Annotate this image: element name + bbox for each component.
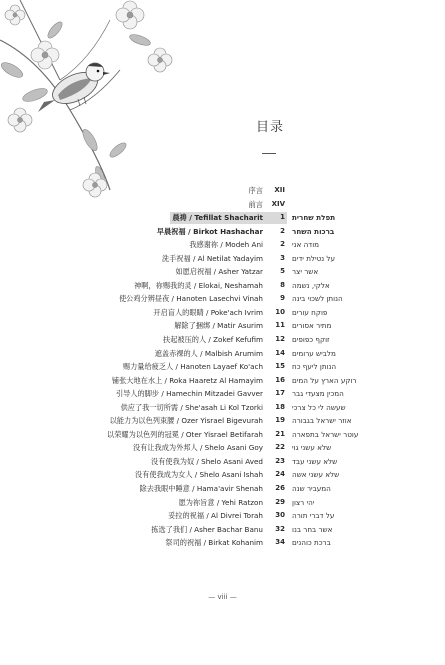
- toc-hebrew-title: ברכות השחר: [292, 226, 335, 236]
- toc-page-number: 17: [275, 389, 285, 398]
- toc-row[interactable]: [0, 361, 445, 375]
- toc-entry-title: 赐力量给疲乏人 / Hanoten Layaef Ko'ach: [122, 362, 263, 372]
- toc-hebrew-title: יהי רצון: [292, 497, 315, 507]
- toc-page-number: 24: [275, 470, 285, 479]
- toc-row[interactable]: [0, 429, 445, 443]
- toc-entry-title: 引导人的脚步 / Hamechin Mitzadei Gavver: [115, 389, 263, 399]
- page-title: 目录: [255, 120, 284, 135]
- toc-hebrew-title: מלביש ערומים: [292, 348, 336, 358]
- toc-page-number: 18: [275, 402, 285, 411]
- toc-row[interactable]: [0, 524, 445, 538]
- toc-hebrew-title: הנותן ליעף כח: [292, 362, 337, 372]
- toc-row[interactable]: [0, 497, 445, 511]
- toc-hebrew-title: על דברי תורה: [292, 511, 335, 521]
- toc-entry-title: 如愿启祝福 / Asher Yatzar: [175, 267, 263, 277]
- toc-entry-title: 开启盲人的眼睛 / Poke'ach Ivrim: [153, 307, 263, 317]
- toc-page-number: 15: [275, 362, 285, 371]
- toc-row[interactable]: [0, 402, 445, 416]
- floral-bird-illustration: [0, 0, 200, 200]
- toc-row[interactable]: [0, 334, 445, 348]
- toc-entry-title: 神啊，祢赐我的灵 / Elokai, Neshamah: [134, 280, 263, 290]
- toc-hebrew-title: תפלת שחרית: [292, 213, 336, 223]
- toc-row[interactable]: [0, 442, 445, 456]
- toc-page-number: XIV: [271, 199, 285, 208]
- toc-row[interactable]: [0, 456, 445, 470]
- toc-entry-title: 早晨祝福 / Birkot Hashachar: [156, 226, 263, 236]
- toc-page-number: 14: [275, 348, 285, 357]
- toc-entry-title: 我感谢祢 / Modeh Ani: [189, 240, 263, 250]
- toc-page-number: 19: [275, 416, 285, 425]
- toc-page-number: 5: [280, 267, 285, 276]
- toc-entry-title: 愿为祢旨意 / Yehi Ratzon: [178, 497, 263, 507]
- toc-hebrew-title: אשר יצר: [292, 267, 319, 277]
- toc-page-number: 23: [275, 456, 285, 465]
- toc-hebrew-title: שעשה לי כל צרכי: [292, 402, 346, 412]
- toc-hebrew-title: מודה אני: [292, 240, 320, 250]
- toc-entry-title: 前言: [248, 199, 263, 209]
- toc-page-number: 1: [280, 213, 285, 222]
- toc-hebrew-title: על נטילת ידים: [292, 253, 336, 263]
- toc-page-number: 16: [275, 375, 285, 384]
- toc-page-number: 10: [275, 307, 285, 316]
- toc-entry-title: 遮盖赤裸的人 / Malbish Arumim: [154, 348, 263, 358]
- toc-row[interactable]: [0, 483, 445, 497]
- toc-row[interactable]: [0, 212, 445, 226]
- toc-entry-title: 没有使我成为女人 / Shelo Asani Ishah: [135, 470, 263, 480]
- toc-page-number: 30: [275, 511, 285, 520]
- toc-row[interactable]: [0, 469, 445, 483]
- toc-hebrew-title: רוקע הארץ על המים: [292, 375, 357, 385]
- toc-row[interactable]: [0, 293, 445, 307]
- toc-hebrew-title: זוקף כפופים: [292, 335, 330, 345]
- toc-page-number: 2: [280, 240, 285, 249]
- toc-page-number: 34: [275, 538, 285, 547]
- toc-entry-title: 洗手祝福 / Al Netilat Yadayim: [161, 253, 263, 263]
- toc-row[interactable]: [0, 510, 445, 524]
- toc-entry-title: 没有使我为奴 / Shelo Asani Aved: [151, 456, 263, 466]
- toc-row[interactable]: [0, 348, 445, 362]
- toc-row[interactable]: [0, 307, 445, 321]
- toc-entry-title: 晨祷 / Tefillat Shacharit: [172, 213, 263, 223]
- toc-entry-title: 没有让我成为外邦人 / Shelo Asani Goy: [132, 443, 263, 453]
- toc-entry-title: 解除了捆绑 / Matir Asurim: [174, 321, 263, 331]
- table-of-contents: [0, 185, 445, 551]
- toc-entry-title: 铺张大地在水上 / Roka Haaretz Al Hamayim: [111, 375, 263, 385]
- toc-row[interactable]: [0, 185, 445, 199]
- toc-row[interactable]: [0, 320, 445, 334]
- toc-row[interactable]: [0, 375, 445, 389]
- toc-page-number: 8: [280, 280, 285, 289]
- toc-entry-title: 妥拉的祝福 / Al Divrei Torah: [168, 511, 263, 521]
- toc-hebrew-title: מתיר אסורים: [292, 321, 332, 331]
- toc-entry-title: 除去我眼中睡意 / Hama'avir Shenah: [139, 484, 263, 494]
- toc-row[interactable]: [0, 226, 445, 240]
- toc-page-number: 12: [275, 335, 285, 344]
- toc-row[interactable]: [0, 199, 445, 213]
- toc-page-number: 3: [280, 253, 285, 262]
- bird-icon: [38, 63, 110, 112]
- toc-hebrew-title: אשר בחר בנו: [292, 524, 333, 534]
- toc-page-number: 22: [275, 443, 285, 452]
- toc-hebrew-title: שלא עשני גוי: [292, 443, 332, 453]
- toc-hebrew-title: עוטר ישראל בתפארה: [292, 429, 359, 439]
- toc-hebrew-title: אוזר ישראל בגבורה: [292, 416, 352, 426]
- toc-page-number: XII: [274, 186, 285, 194]
- toc-entry-title: 以能力为以色列束腰 / Ozer Yisrael Bigevurah: [109, 416, 263, 426]
- toc-row[interactable]: [0, 253, 445, 267]
- toc-entry-title: 以荣耀为以色列的冠冕 / Oter Yisrael Betifarah: [107, 429, 263, 439]
- toc-hebrew-title: המכין מצעדי גבר: [292, 389, 344, 399]
- toc-hebrew-title: אלקי, נשמה: [292, 280, 330, 290]
- toc-row[interactable]: [0, 415, 445, 429]
- toc-entry-title: 序言: [248, 186, 263, 195]
- toc-hebrew-title: פוקח עורים: [292, 307, 328, 317]
- toc-entry-title: 祭司的祝福 / Birkat Kohanim: [165, 538, 263, 548]
- toc-entry-title: 供应了我一切所需 / She'asah Li Kol Tzorki: [120, 402, 263, 412]
- toc-page-number: 21: [275, 429, 285, 438]
- toc-page-number: 32: [275, 524, 285, 533]
- toc-entry-title: 拣选了我们 / Asher Bachar Banu: [151, 524, 263, 534]
- toc-page-number: 9: [280, 294, 285, 303]
- toc-entry-title: 使公鸡分辨昼夜 / Hanoten Lasechvi Vinah: [118, 294, 263, 304]
- toc-entry-title: 扶起被压的人 / Zokef Kefufim: [163, 335, 263, 345]
- toc-row[interactable]: [0, 266, 445, 280]
- toc-hebrew-title: המעביר שנה: [292, 484, 331, 494]
- toc-hebrew-title: ברכת כוהנים: [292, 538, 331, 548]
- toc-page-number: 11: [275, 321, 285, 330]
- toc-hebrew-title: שלא עשני עבד: [292, 456, 338, 466]
- toc-page-number: 2: [280, 226, 285, 235]
- toc-page-number: 29: [275, 497, 285, 506]
- toc-page-number: 26: [275, 484, 285, 493]
- toc-hebrew-title: שלא עשני אשה: [292, 470, 340, 480]
- page-number: — viii —: [208, 593, 237, 601]
- toc-row[interactable]: [0, 280, 445, 294]
- toc-hebrew-title: הנותן לשכוי בינה: [292, 294, 343, 304]
- toc-row[interactable]: [0, 388, 445, 402]
- title-divider: [262, 153, 276, 154]
- toc-row[interactable]: [0, 537, 445, 551]
- toc-row[interactable]: [0, 239, 445, 253]
